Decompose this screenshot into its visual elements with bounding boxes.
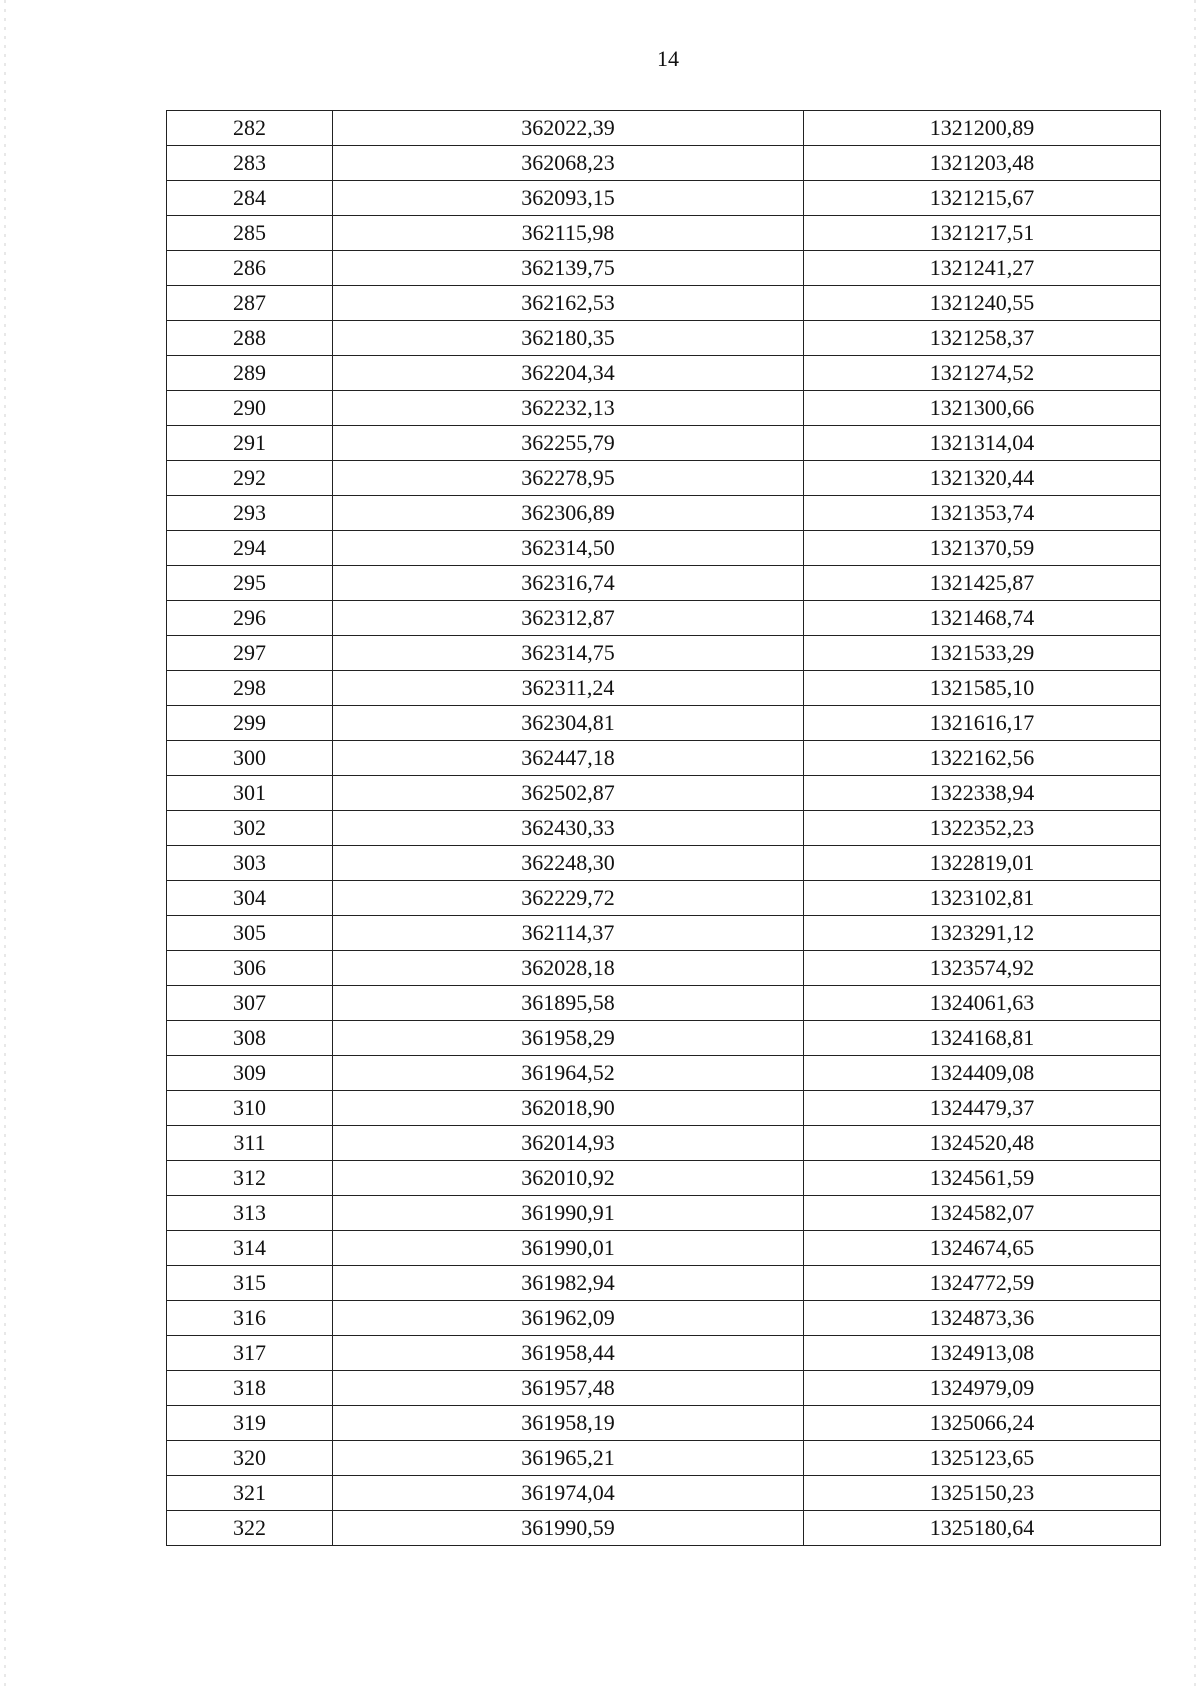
y-coordinate-cell: 1321425,87 [804, 566, 1161, 601]
point-number-cell: 300 [167, 741, 333, 776]
x-coordinate-cell: 362316,74 [333, 566, 804, 601]
y-coordinate-cell: 1325123,65 [804, 1441, 1161, 1476]
point-number-cell: 306 [167, 951, 333, 986]
table-row [167, 496, 1161, 531]
point-number-cell: 309 [167, 1056, 333, 1091]
table-row [167, 426, 1161, 461]
x-coordinate-cell: 362312,87 [333, 601, 804, 636]
table-row [167, 1441, 1161, 1476]
x-coordinate-cell: 362162,53 [333, 286, 804, 321]
x-coordinate-cell: 362028,18 [333, 951, 804, 986]
y-coordinate-cell: 1324409,08 [804, 1056, 1161, 1091]
point-number-cell: 289 [167, 356, 333, 391]
point-number-cell: 286 [167, 251, 333, 286]
point-number-cell: 322 [167, 1511, 333, 1546]
x-coordinate-cell: 361895,58 [333, 986, 804, 1021]
table-row [167, 1091, 1161, 1126]
y-coordinate-cell: 1324061,63 [804, 986, 1161, 1021]
point-number-cell: 290 [167, 391, 333, 426]
y-coordinate-cell: 1324520,48 [804, 1126, 1161, 1161]
y-coordinate-cell: 1323574,92 [804, 951, 1161, 986]
point-number-cell: 302 [167, 811, 333, 846]
table-row [167, 531, 1161, 566]
y-coordinate-cell: 1321468,74 [804, 601, 1161, 636]
table-row [167, 951, 1161, 986]
point-number-cell: 321 [167, 1476, 333, 1511]
y-coordinate-cell: 1323291,12 [804, 916, 1161, 951]
point-number-cell: 312 [167, 1161, 333, 1196]
y-coordinate-cell: 1322338,94 [804, 776, 1161, 811]
x-coordinate-cell: 361990,59 [333, 1511, 804, 1546]
y-coordinate-cell: 1321203,48 [804, 146, 1161, 181]
point-number-cell: 287 [167, 286, 333, 321]
x-coordinate-cell: 361962,09 [333, 1301, 804, 1336]
point-number-cell: 308 [167, 1021, 333, 1056]
point-number-cell: 296 [167, 601, 333, 636]
x-coordinate-cell: 362304,81 [333, 706, 804, 741]
y-coordinate-cell: 1321241,27 [804, 251, 1161, 286]
table-row [167, 566, 1161, 601]
y-coordinate-cell: 1321215,67 [804, 181, 1161, 216]
table-row [167, 776, 1161, 811]
point-number-cell: 315 [167, 1266, 333, 1301]
x-coordinate-cell: 362306,89 [333, 496, 804, 531]
point-number-cell: 311 [167, 1126, 333, 1161]
x-coordinate-cell: 361957,48 [333, 1371, 804, 1406]
point-number-cell: 294 [167, 531, 333, 566]
y-coordinate-cell: 1322819,01 [804, 846, 1161, 881]
x-coordinate-cell: 362447,18 [333, 741, 804, 776]
y-coordinate-cell: 1324168,81 [804, 1021, 1161, 1056]
x-coordinate-cell: 362093,15 [333, 181, 804, 216]
point-number-cell: 285 [167, 216, 333, 251]
x-coordinate-cell: 362010,92 [333, 1161, 804, 1196]
table-row [167, 986, 1161, 1021]
table-row [167, 741, 1161, 776]
x-coordinate-cell: 362115,98 [333, 216, 804, 251]
x-coordinate-cell: 361974,04 [333, 1476, 804, 1511]
point-number-cell: 297 [167, 636, 333, 671]
point-number-cell: 304 [167, 881, 333, 916]
scan-edge-right [1194, 0, 1196, 1686]
point-number-cell: 314 [167, 1231, 333, 1266]
y-coordinate-cell: 1324772,59 [804, 1266, 1161, 1301]
y-coordinate-cell: 1321217,51 [804, 216, 1161, 251]
table-row [167, 881, 1161, 916]
table-row [167, 146, 1161, 181]
x-coordinate-cell: 362311,24 [333, 671, 804, 706]
y-coordinate-cell: 1321300,66 [804, 391, 1161, 426]
y-coordinate-cell: 1321320,44 [804, 461, 1161, 496]
table-row [167, 321, 1161, 356]
x-coordinate-cell: 362502,87 [333, 776, 804, 811]
y-coordinate-cell: 1323102,81 [804, 881, 1161, 916]
y-coordinate-cell: 1321616,17 [804, 706, 1161, 741]
table-row [167, 391, 1161, 426]
point-number-cell: 291 [167, 426, 333, 461]
table-row [167, 1161, 1161, 1196]
y-coordinate-cell: 1321240,55 [804, 286, 1161, 321]
table-row [167, 1511, 1161, 1546]
table-row [167, 216, 1161, 251]
point-number-cell: 282 [167, 111, 333, 146]
y-coordinate-cell: 1324479,37 [804, 1091, 1161, 1126]
y-coordinate-cell: 1322352,23 [804, 811, 1161, 846]
table-row [167, 1231, 1161, 1266]
table-row [167, 356, 1161, 391]
coordinates-table [166, 110, 1161, 1546]
table-row [167, 111, 1161, 146]
table-row [167, 1056, 1161, 1091]
x-coordinate-cell: 361982,94 [333, 1266, 804, 1301]
y-coordinate-cell: 1324979,09 [804, 1371, 1161, 1406]
x-coordinate-cell: 361990,01 [333, 1231, 804, 1266]
x-coordinate-cell: 362248,30 [333, 846, 804, 881]
point-number-cell: 299 [167, 706, 333, 741]
table-row [167, 1371, 1161, 1406]
point-number-cell: 310 [167, 1091, 333, 1126]
point-number-cell: 313 [167, 1196, 333, 1231]
x-coordinate-cell: 362204,34 [333, 356, 804, 391]
x-coordinate-cell: 362314,50 [333, 531, 804, 566]
x-coordinate-cell: 362430,33 [333, 811, 804, 846]
y-coordinate-cell: 1321314,04 [804, 426, 1161, 461]
x-coordinate-cell: 361958,44 [333, 1336, 804, 1371]
point-number-cell: 292 [167, 461, 333, 496]
x-coordinate-cell: 362068,23 [333, 146, 804, 181]
point-number-cell: 319 [167, 1406, 333, 1441]
x-coordinate-cell: 362022,39 [333, 111, 804, 146]
table-row [167, 251, 1161, 286]
table-row [167, 1336, 1161, 1371]
x-coordinate-cell: 362014,93 [333, 1126, 804, 1161]
table-row [167, 461, 1161, 496]
y-coordinate-cell: 1324582,07 [804, 1196, 1161, 1231]
page-number: 14 [657, 46, 679, 71]
y-coordinate-cell: 1321274,52 [804, 356, 1161, 391]
x-coordinate-cell: 362255,79 [333, 426, 804, 461]
x-coordinate-cell: 361990,91 [333, 1196, 804, 1231]
y-coordinate-cell: 1325150,23 [804, 1476, 1161, 1511]
point-number-cell: 318 [167, 1371, 333, 1406]
y-coordinate-cell: 1325180,64 [804, 1511, 1161, 1546]
y-coordinate-cell: 1321585,10 [804, 671, 1161, 706]
table-row [167, 286, 1161, 321]
point-number-cell: 303 [167, 846, 333, 881]
table-row [167, 636, 1161, 671]
table-row [167, 601, 1161, 636]
point-number-cell: 283 [167, 146, 333, 181]
y-coordinate-cell: 1324674,65 [804, 1231, 1161, 1266]
table-row [167, 846, 1161, 881]
x-coordinate-cell: 361958,29 [333, 1021, 804, 1056]
y-coordinate-cell: 1321200,89 [804, 111, 1161, 146]
x-coordinate-cell: 362180,35 [333, 321, 804, 356]
point-number-cell: 295 [167, 566, 333, 601]
point-number-cell: 305 [167, 916, 333, 951]
table-row [167, 1476, 1161, 1511]
y-coordinate-cell: 1325066,24 [804, 1406, 1161, 1441]
table-row [167, 811, 1161, 846]
point-number-cell: 293 [167, 496, 333, 531]
y-coordinate-cell: 1324873,36 [804, 1301, 1161, 1336]
y-coordinate-cell: 1321258,37 [804, 321, 1161, 356]
x-coordinate-cell: 361965,21 [333, 1441, 804, 1476]
point-number-cell: 317 [167, 1336, 333, 1371]
point-number-cell: 298 [167, 671, 333, 706]
x-coordinate-cell: 362232,13 [333, 391, 804, 426]
y-coordinate-cell: 1321370,59 [804, 531, 1161, 566]
table-row [167, 1126, 1161, 1161]
x-coordinate-cell: 362114,37 [333, 916, 804, 951]
table-row [167, 1301, 1161, 1336]
point-number-cell: 284 [167, 181, 333, 216]
table-row [167, 181, 1161, 216]
y-coordinate-cell: 1324913,08 [804, 1336, 1161, 1371]
table-row [167, 671, 1161, 706]
y-coordinate-cell: 1324561,59 [804, 1161, 1161, 1196]
x-coordinate-cell: 362229,72 [333, 881, 804, 916]
y-coordinate-cell: 1321533,29 [804, 636, 1161, 671]
table-row [167, 916, 1161, 951]
point-number-cell: 301 [167, 776, 333, 811]
table-row [167, 1196, 1161, 1231]
point-number-cell: 320 [167, 1441, 333, 1476]
x-coordinate-cell: 362278,95 [333, 461, 804, 496]
y-coordinate-cell: 1322162,56 [804, 741, 1161, 776]
point-number-cell: 288 [167, 321, 333, 356]
x-coordinate-cell: 362314,75 [333, 636, 804, 671]
coordinates-table-body [167, 111, 1161, 1546]
x-coordinate-cell: 362018,90 [333, 1091, 804, 1126]
table-row [167, 1266, 1161, 1301]
table-row [167, 706, 1161, 741]
point-number-cell: 316 [167, 1301, 333, 1336]
y-coordinate-cell: 1321353,74 [804, 496, 1161, 531]
x-coordinate-cell: 361958,19 [333, 1406, 804, 1441]
x-coordinate-cell: 361964,52 [333, 1056, 804, 1091]
table-row [167, 1406, 1161, 1441]
x-coordinate-cell: 362139,75 [333, 251, 804, 286]
point-number-cell: 307 [167, 986, 333, 1021]
table-row [167, 1021, 1161, 1056]
scan-edge-left [4, 0, 6, 1686]
